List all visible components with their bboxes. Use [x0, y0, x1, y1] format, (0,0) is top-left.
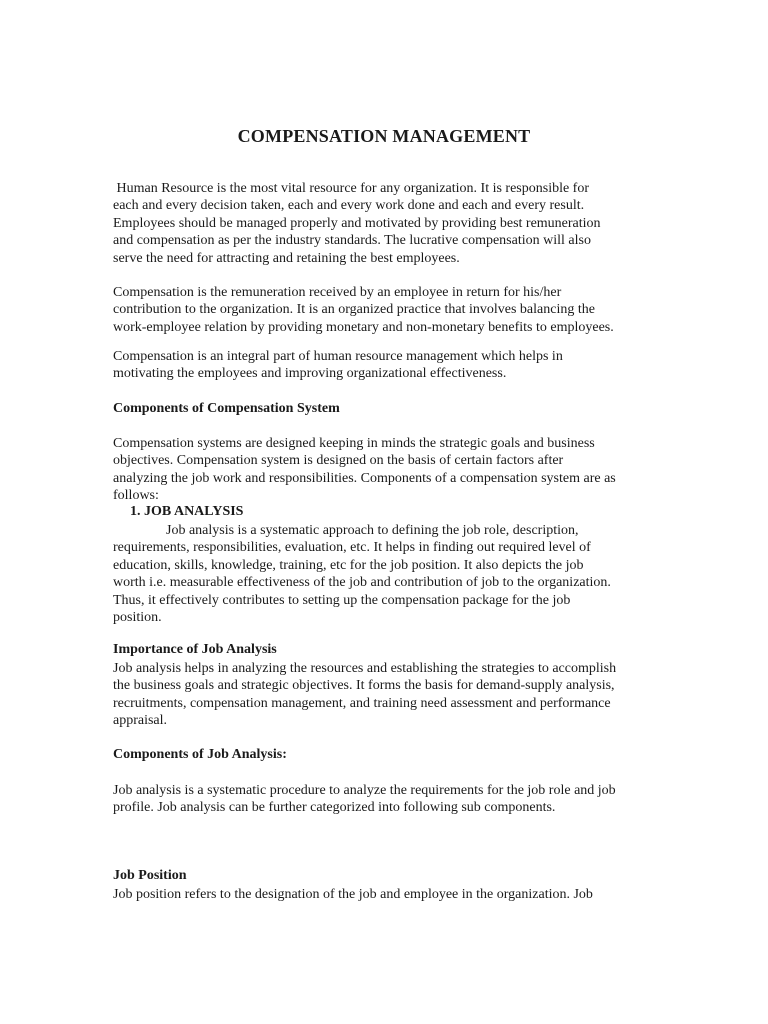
components-job-analysis-paragraph [113, 782, 633, 817]
job-analysis-paragraph [113, 522, 633, 626]
text-line: Human Resource is the most vital resource for any organization. It is responsible for [113, 181, 590, 196]
job-position-paragraph [113, 886, 633, 903]
job-analysis-heading: 1. JOB ANALYSIS [130, 504, 244, 519]
intro-paragraph [113, 180, 633, 267]
text-line: work-employee relation by providing monetary and non-monetary benefits to employees. [113, 319, 614, 335]
text-line: appraisal. [113, 713, 168, 729]
text-line: Job position refers to the designation of the job and employee in the organization. Job [113, 887, 593, 902]
text-line: contribution to the organization. It is an organized practice that involves balancing the [113, 302, 595, 318]
text-line: objectives. Compensation system is designed on the basis of certain factors after [113, 453, 564, 469]
text-line: serve the need for attracting and retaining the best employees. [113, 250, 460, 266]
document-title: COMPENSATION MANAGEMENT [237, 126, 531, 146]
text-line: follows: [113, 488, 159, 504]
text-line: Compensation is an integral part of human resource management which helps in [113, 349, 563, 364]
text-line: requirements, responsibilities, evaluation, etc. It helps in finding out required level of [113, 540, 591, 556]
text-line: worth i.e. measurable effectiveness of the job and contribution of job to the organization. [113, 575, 611, 591]
text-line: analyzing the job work and responsibilities. Components of a compensation system are as [113, 470, 616, 486]
integral-paragraph [113, 348, 633, 383]
text-line: education, skills, knowledge, training, etc for the job position. It also depicts the job [113, 557, 584, 573]
text-line [113, 522, 633, 539]
text-line: motivating the employees and improving organizational effectiveness. [113, 366, 507, 382]
text-line: Compensation systems are designed keeping in minds the strategic goals and business [113, 436, 595, 451]
text-line: Employees should be managed properly and motivated by providing best remuneration [113, 215, 601, 231]
text-line: Job analysis helps in analyzing the resources and establishing the strategies to accomplish [113, 661, 617, 676]
text-line-content: Job analysis is a systematic approach to defining the job role, description, [166, 523, 579, 538]
text-line: Compensation is the remuneration received by an employee in return for his/her [113, 285, 562, 300]
text-line: profile. Job analysis can be further categorized into following sub components. [113, 800, 556, 816]
text-line: the business goals and strategic objectives. It forms the basis for demand-supply analysis, [113, 678, 615, 694]
text-line: recruitments, compensation management, and training need assessment and performance [113, 695, 611, 711]
text-line: position. [113, 610, 162, 626]
components-job-analysis-heading: Components of Job Analysis: [113, 747, 287, 762]
definition-paragraph [113, 284, 633, 336]
text-line: and compensation as per the industry standards. The lucrative compensation will also [113, 233, 591, 249]
importance-heading: Importance of Job Analysis [113, 642, 277, 657]
importance-paragraph [113, 660, 633, 730]
text-line: Job analysis is a systematic procedure to analyze the requirements for the job role and job [113, 783, 616, 798]
text-line: Thus, it effectively contributes to setting up the compensation package for the job [113, 592, 571, 608]
job-position-heading: Job Position [113, 868, 187, 883]
components-heading: Components of Compensation System [113, 401, 340, 416]
components-paragraph [113, 435, 633, 505]
text-line: each and every decision taken, each and every work done and each and every result. [113, 198, 585, 214]
